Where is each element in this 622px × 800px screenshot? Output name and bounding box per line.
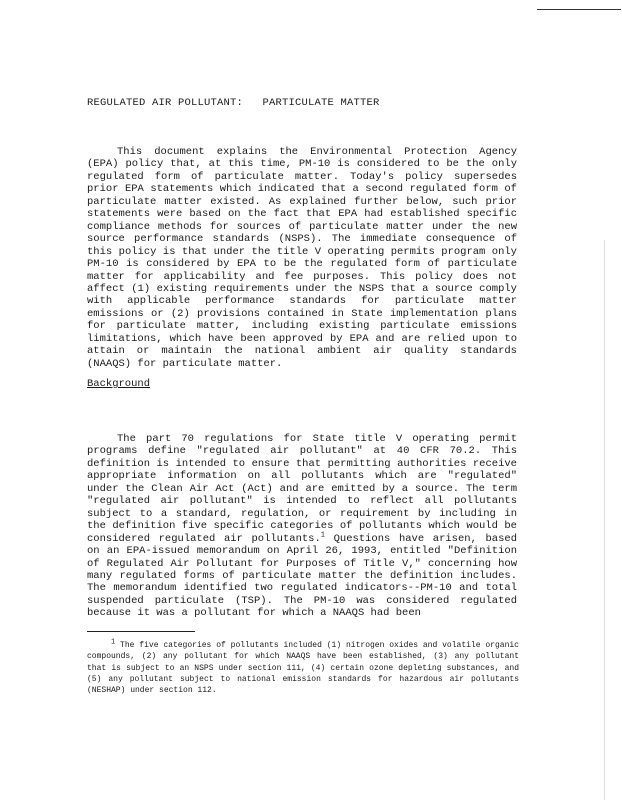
footnote-separator	[87, 631, 195, 632]
footnote	[87, 640, 519, 696]
background-text-part-1: The part 70 regulations for State title V operating permit programs define "regulated air pollutant" at 40 CFR 70.2. This definition is intended to ensure that permitting authorities receive appropriate information on all pollutants which are "regulated" under the Clean Air Act (Act) and are emitted by a source. The term "regulated air pollutant" is intended to reflect all pollutants subject to a standard, regulation, or requirement by including in the definition five specific categories of pollutants which would be considered regulated air pollutants.	[87, 433, 517, 545]
background-text-part-2: Questions have arisen, based on an EPA-issued memorandum on April 26, 1993, entitled "Definition of Regulated Air Pollutant for Purposes of Title V," concerning how many regulated forms of particulate matter the definition includes. The memorandum identified two regulated indicators--PM-10 and total suspended particulate (TSP). The PM-10 was considered regulated because it was a pollutant for which a NAAQS had been	[87, 532, 517, 620]
intro-paragraph: This document explains the Environmental Protection Agency (EPA) policy that, at this time, PM-10 is considered to be the only regulated form of particulate matter. Today's policy supersedes prior EPA statements which indicated that a second regulated form of particulate matter existed. As explained further below, such prior statements were based on the fact that EPA had established specific compliance methods for sources of particulate matter under the new source performance standards (NSPS). The immediate consequence of this policy is that under the title V operating permits program only PM-10 is considered by EPA to be the regulated form of particulate matter for applicability and fee purposes. This policy does not affect (1) existing requirements under the NSPS that a source comply with applicable performance standards for particulate matter emissions or (2) provisions contained in State implementation plans for particulate matter, including existing particulate emissions limitations, which have been approved by EPA and are relied upon to attain or maintain the national ambient air quality standards (NAAQS) for particulate matter.	[87, 146, 517, 370]
scan-edge-mark	[537, 9, 621, 10]
scan-margin-shadow	[604, 0, 605, 800]
footnote-text: The five categories of pollutants included (1) nitrogen oxides and volatile organic compounds, (2) any pollutant for which NAAQS have been established, (3) any pollutant that is subject to an NSPS under section 111, (4) certain ozone depleting substances, and (5) any pollutant subject to national emission standards for hazardous air pollutants (NESHAP) under section 112.	[87, 641, 519, 696]
footnote-number: 1	[111, 638, 116, 647]
section-heading-background: Background	[87, 378, 151, 390]
footnote-reference: 1	[320, 531, 325, 540]
background-paragraph	[87, 433, 517, 620]
document-title: REGULATED AIR POLLUTANT: PARTICULATE MATTER	[87, 97, 380, 109]
